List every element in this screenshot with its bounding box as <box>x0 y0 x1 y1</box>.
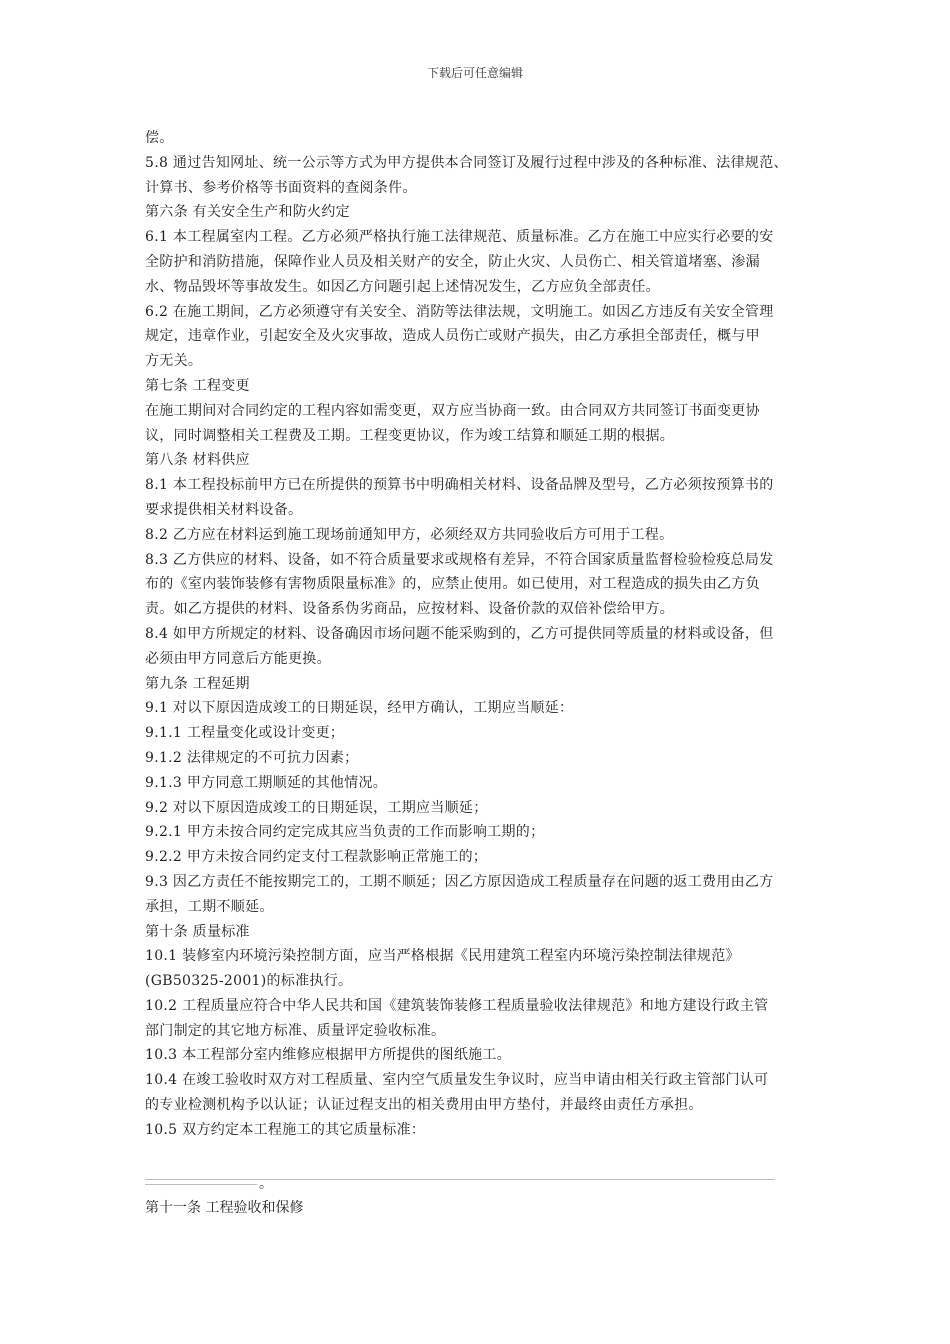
text-line: 议，同时调整相关工程费及工期。工程变更协议，作为竣工结算和顺延工期的根据。 <box>145 427 675 444</box>
section-heading: 第十条 质量标准 <box>145 923 250 940</box>
text-line: 部门制定的其它地方标准、质量评定验收标准。 <box>145 1022 446 1039</box>
text-line: 承担，工期不顺延。 <box>145 898 274 915</box>
text-line: 计算书、参考价格等书面资料的查阅条件。 <box>145 179 417 196</box>
blank-tail <box>145 1172 273 1197</box>
text-line: 布的《室内装饰装修有害物质限量标准》的，应禁止使用。如已使用，对工程造成的损失由乙方负 <box>145 576 760 593</box>
text-line: 6.2 在施工期间，乙方必须遵守有关安全、消防等法律法规，文明施工。如因乙方违反有关安全管理 <box>145 303 774 320</box>
section-heading: 第八条 材料供应 <box>145 452 250 469</box>
text-line: 9.1.3 甲方同意工期顺延的其他情况。 <box>145 774 388 791</box>
text-line: 9.1.2 法律规定的不可抗力因素； <box>145 749 359 766</box>
text-line: 在施工期间对合同约定的工程内容如需变更，双方应当协商一致。由合同双方共同签订书面变更协 <box>145 402 760 419</box>
text-line: 9.1.1 工程量变化或设计变更； <box>145 725 345 742</box>
text-line: 8.4 如甲方所规定的材料、设备确因市场问题不能采购到的，乙方可提供同等质量的材料或设备，但 <box>145 625 774 642</box>
text-line: 全防护和消防措施，保障作业人员及相关财产的安全，防止火灾、人员伤亡、相关管道堵塞、渗漏 <box>145 253 760 270</box>
text-line: 规定，违章作业，引起安全及火灾事故，造成人员伤亡或财产损失，由乙方承担全部责任，概与甲 <box>145 328 760 345</box>
text-line: (GB50325-2001)的标准执行。 <box>145 973 353 990</box>
text-line: 8.2 乙方应在材料运到施工现场前通知甲方，必须经双方共同验收后方可用于工程。 <box>145 526 674 543</box>
blank-end-mark: 。 <box>259 1176 273 1192</box>
section-heading: 第六条 有关安全生产和防火约定 <box>145 204 350 221</box>
text-line: 9.2.1 甲方未按合同约定完成其应当负责的工作而影响工期的； <box>145 824 545 841</box>
text-line: 方无关。 <box>145 353 203 370</box>
text-line: 9.1 对以下原因造成竣工的日期延误，经甲方确认，工期应当顺延： <box>145 700 574 717</box>
text-line: 的专业检测机构予以认证；认证过程支出的相关费用由甲方垫付，并最终由责任方承担。 <box>145 1097 703 1114</box>
section-heading: 第七条 工程变更 <box>145 377 250 394</box>
text-line: 水、物品毁坏等事故发生。如因乙方问题引起上述情况发生，乙方应负全部责任。 <box>145 278 660 295</box>
text-line: 偿。 <box>145 130 174 146</box>
text-line: 9.3 因乙方责任不能按期完工的，工期不顺延；因乙方原因造成工程质量存在问题的返工费用由乙方 <box>145 873 774 890</box>
section-heading: 第九条 工程延期 <box>145 675 250 692</box>
text-line: 9.2.2 甲方未按合同约定支付工程款影响正常施工的； <box>145 849 488 866</box>
text-line: 9.2 对以下原因造成竣工的日期延误，工期应当顺延； <box>145 799 488 816</box>
text-line: 8.1 本工程投标前甲方已在所提供的预算书中明确相关材料、设备品牌及型号，乙方必须按预算书的 <box>145 477 774 494</box>
text-line: 5.8 通过告知网址、统一公示等方式为甲方提供本合同签订及履行过程中涉及的各种标准、法律规范、 <box>145 154 788 171</box>
text-line: 10.2 工程质量应符合中华人民共和国《建筑装饰装修工程质量验收法律规范》和地方建设行政主管 <box>145 997 769 1014</box>
text-line: 10.4 在竣工验收时双方对工程质量、室内空气质量发生争议时，应当申请由相关行政主管部门认可 <box>145 1072 769 1089</box>
page-header: 下载后可任意编辑 <box>426 66 523 80</box>
document-body <box>145 126 813 1157</box>
text-line: 必须由甲方同意后方能更换。 <box>145 650 331 667</box>
text-line: 6.1 本工程属室内工程。乙方必须严格执行施工法律规范、质量标准。乙方在施工中应实行必要的安 <box>145 229 774 246</box>
blank-short-underline <box>145 1184 257 1185</box>
text-line: 10.5 双方约定本工程施工的其它质量标准： <box>145 1121 426 1138</box>
text-line: 10.3 本工程部分室内维修应根据甲方所提供的图纸施工。 <box>145 1047 512 1064</box>
text-line: 8.3 乙方供应的材料、设备，如不符合质量要求或规格有差异，不符合国家质量监督检验检疫总局发 <box>145 551 774 568</box>
text-line: 要求提供相关材料设备。 <box>145 501 303 518</box>
text-line: 10.1 装修室内环境污染控制方面，应当严格根据《民用建筑工程室内环境污染控制法律规范》 <box>145 948 740 965</box>
fill-in-blank <box>145 1143 813 1157</box>
text-line: 责。如乙方提供的材料、设备系伪劣商品，应按材料、设备价款的双倍补偿给甲方。 <box>145 601 675 618</box>
section-heading-eleven: 第十一条 工程验收和保修 <box>145 1200 304 1216</box>
